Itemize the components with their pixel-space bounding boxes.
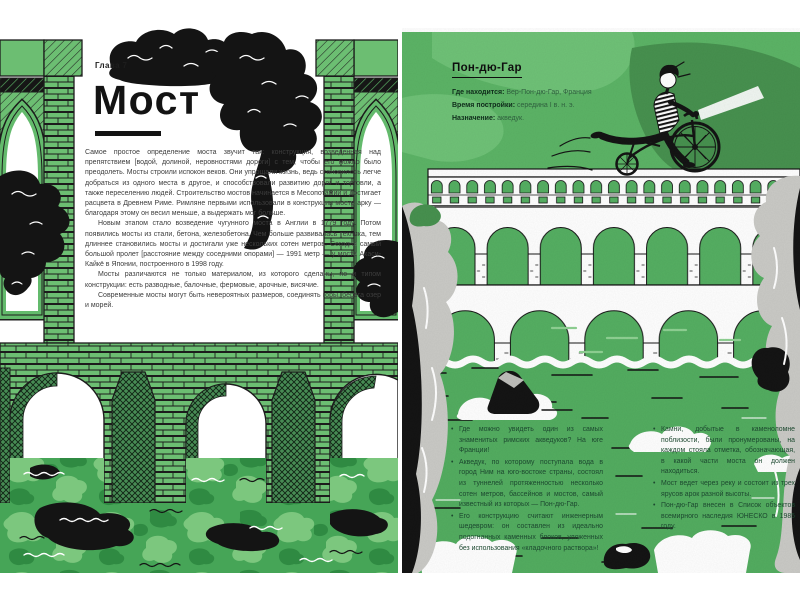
bullet-item: • Акведук, по которому поступала вода в город Ним на юго-востоке страны, состоял из туннелей протяженностью несколько сотен метров, бассейнов и мостов, самый известный из которых — Пон-дю-Гар. [450, 458, 603, 511]
fact-row [452, 86, 592, 99]
body-text [85, 148, 381, 311]
bullet-column-right [652, 425, 795, 534]
bullet-item: • Камни, добытые в каменоломне поблизости, были пронумерованы, на каждом стояла отметка, обозначающая, в какой части моста он должен находиться. [652, 425, 795, 478]
fact-label: Время постройки: [452, 102, 516, 109]
bullet-item: • Пон-дю-Гар внесен в Список объектов всемирного наследия ЮНЕСКО в 1985 году. [652, 501, 795, 533]
fact-value: акведук. [495, 115, 525, 122]
fact-value: середина I в. н. э. [515, 102, 575, 109]
paragraph: Мосты различаются не только материалом, из которого сделаны, но и типом конструкции: есть разводные, балочные, фермовые, арочные, висячие. [85, 271, 381, 289]
bullet-item: • Его конструкцию считают инженерным шедевром: он составлен из идеально подогнанных каменных блоков, уложенных без использования «кладочного раствора»! [450, 512, 603, 554]
bullet-item: • Мост ведет через реку и состоит из трех ярусов арок разной высоты. [652, 479, 795, 500]
paragraph: Современные мосты могут быть невероятных размеров, соединять горы, берега озер и морей. [85, 291, 381, 310]
fact-label: Где находится: [452, 89, 505, 96]
fact-list [452, 86, 592, 125]
chapter-label: Глава 7 [95, 61, 128, 70]
left-page [0, 28, 398, 573]
river-water [0, 458, 398, 573]
bullet-item: • Где можно увидеть один из самых знаменитых римских акведуков? На юге Франции! [450, 425, 603, 457]
page-title: Мост [93, 77, 201, 123]
paragraph: Самое простое определение моста звучит так: конструкция, возведенная над препятствием [водой, долиной, неровностями дороги] с тем, чтобы его можно было преодолеть. Мосты строили испокон веков. Они упрощали жизнь, ведь становилось легче добраться из одного места в другое, и способствовали развитию дорог и торговли, а также переселению людей. Строительство мостов начинается в Месопотамии и достигает расцвета в Древнем Риме. Римляне первыми использовали в конструкции моста арку — благодаря этому он весил меньше, а выдержать мог больше. [85, 149, 381, 218]
bullet-column-left [450, 425, 603, 555]
fact-row [452, 112, 592, 125]
paragraph: Новым этапом стало возведение чугунного моста в Англии в 1779 году. Потом появились мосты из стали, бетона, железобетона. Чем больше развивалась техника, тем длиннее становились мосты и достигали уже нескольких сотен метров. Сегодня самый большой пролет [расстояние между соседними опорами] — 1991 метр — у моста Акаси-Кайкё в Японии, построенного в 1998 году. [85, 220, 381, 269]
title-underline [95, 131, 161, 136]
fact-label: Назначение: [452, 115, 496, 122]
fact-row [452, 99, 592, 112]
aqueduct-title: Пон-дю-Гар [452, 62, 522, 78]
right-page [402, 28, 800, 573]
fact-value: Вер-Пон-дю-Гар, Франция [504, 89, 592, 96]
